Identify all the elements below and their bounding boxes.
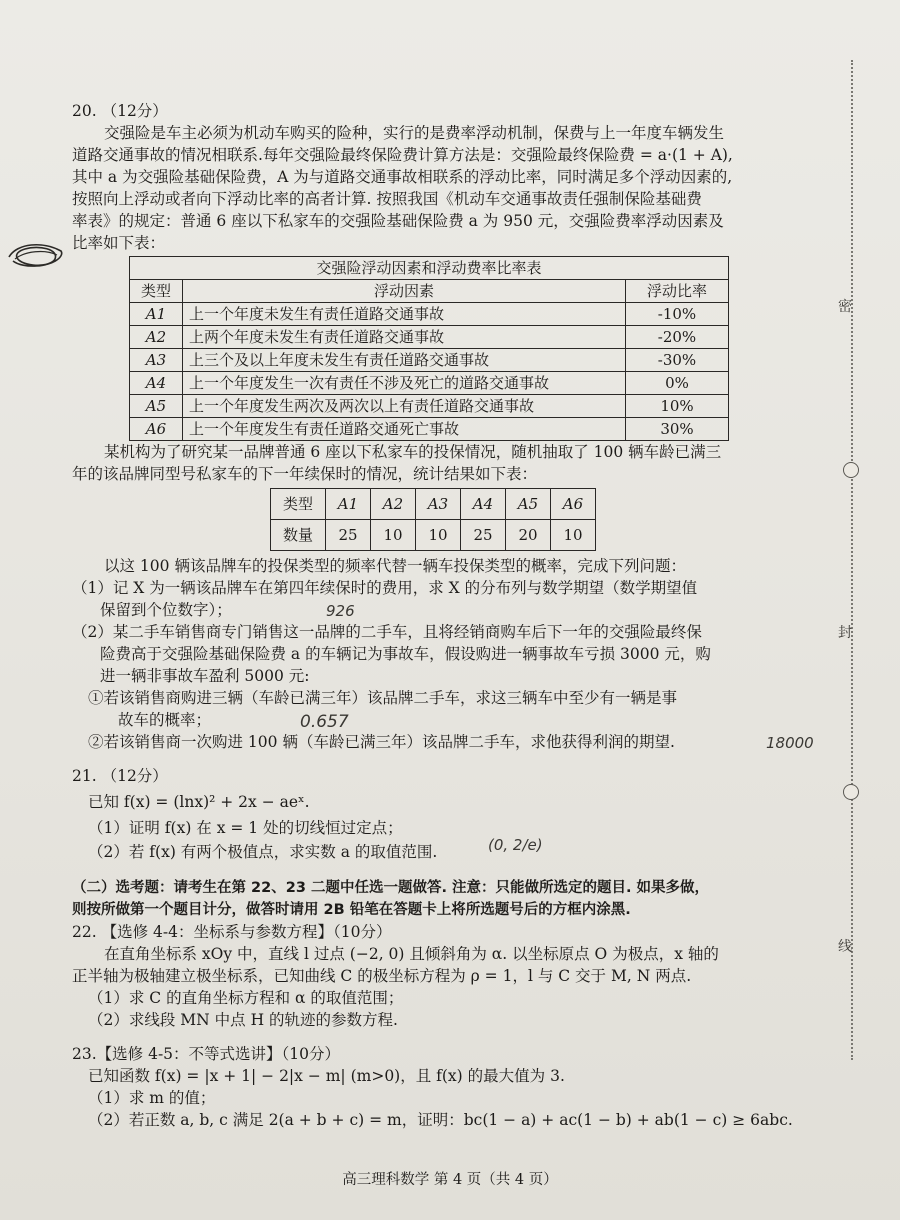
table-row: [271, 489, 596, 520]
q20-paragraph: 道路交通事故的情况相联系.每年交强险最终保险费计算方法是：交强险最终保险费 = a·(1 + A),: [72, 146, 733, 164]
q20-paragraph: 某机构为了研究某一品牌普通 6 座以下私家车的投保情况，随机抽取了 100 辆车龄已满三: [104, 443, 722, 461]
table-row: [130, 418, 729, 441]
q20-paragraph: 比率如下表：: [72, 234, 166, 252]
count-table: [270, 488, 596, 551]
binding-dotted-line: [851, 60, 853, 1060]
table-cell: 上两个年度未发生有责任道路交通事故: [183, 326, 626, 349]
table-cell: A4: [130, 372, 183, 395]
pen-scribble-icon: [3, 235, 69, 275]
q20-paragraph: 以这 100 辆该品牌车的投保类型的频率代替一辆车投保类型的概率，完成下列问题：: [104, 557, 686, 575]
q20-subquestion: ①若该销售商购进三辆（车龄已满三年）该品牌二手车，求这三辆车中至少有一辆是事: [88, 689, 678, 707]
q23-subquestion: （2）若正数 a, b, c 满足 2(a + b + c) = m，证明：bc(1 − a) + ac(1 − b) + ab(1 − c) ≥ 6abc.: [88, 1111, 793, 1129]
table-cell: 上一个年度发生一次有责任不涉及死亡的道路交通事故: [183, 372, 626, 395]
table-cell: -20%: [626, 326, 729, 349]
table-cell: A3: [416, 489, 461, 520]
table-cell: A2: [130, 326, 183, 349]
table-row: [130, 395, 729, 418]
q20-header: 20. （12分）: [72, 102, 168, 120]
table-cell: 上一个年度未发生有责任道路交通事故: [183, 303, 626, 326]
table-cell: A3: [130, 349, 183, 372]
table-cell: 25: [326, 520, 371, 551]
page-footer: 高三理科数学 第 4 页（共 4 页）: [342, 1172, 558, 1188]
handwritten-note: 18000: [766, 734, 814, 752]
q23-given: 已知函数 f(x) = |x + 1| − 2|x − m| (m>0)，且 f(x) 的最大值为 3.: [88, 1067, 565, 1085]
table-row: [271, 520, 596, 551]
q22-subquestion: （1）求 C 的直角坐标方程和 α 的取值范围；: [88, 989, 404, 1007]
table-cell: 25: [461, 520, 506, 551]
table-cell: A1: [130, 303, 183, 326]
q20-paragraph: 按照向上浮动或者向下浮动比率的高者计算. 按照我国《机动车交通事故责任强制保险基础费: [72, 190, 702, 208]
table-cell: 10%: [626, 395, 729, 418]
q22-paragraph: 正半轴为极轴建立极坐标系，已知曲线 C 的极坐标方程为 ρ = 1，l 与 C 交于 M, N 两点.: [72, 967, 692, 985]
q20-subquestion: 故车的概率；: [118, 711, 212, 729]
table-header: 类型: [271, 489, 326, 520]
table-header: 类型: [130, 280, 183, 303]
table-row: [130, 326, 729, 349]
table-header: 数量: [271, 520, 326, 551]
table-cell: 20: [506, 520, 551, 551]
table-row: [130, 303, 729, 326]
q20-subquestion: （2）某二手车销售商专门销售这一品牌的二手车，且将经销商购车后下一年的交强险最终保: [72, 623, 702, 641]
table-cell: 0%: [626, 372, 729, 395]
table-cell: 10: [551, 520, 596, 551]
handwritten-note: 0.657: [300, 712, 349, 732]
table-header: 浮动因素: [183, 280, 626, 303]
q20-subquestion: （1）记 X 为一辆该品牌车在第四年续保时的费用，求 X 的分布列与数学期望（数学期望值: [72, 579, 698, 597]
q22-subquestion: （2）求线段 MN 中点 H 的轨迹的参数方程.: [88, 1011, 398, 1029]
table-cell: -30%: [626, 349, 729, 372]
q20-subquestion: ②若该销售商一次购进 100 辆（车龄已满三年）该品牌二手车，求他获得利润的期望.: [88, 733, 675, 751]
table-cell: 上一个年度发生两次及两次以上有责任道路交通事故: [183, 395, 626, 418]
handwritten-note: (0, 2/e): [488, 836, 543, 854]
seal-label: 线: [838, 939, 852, 955]
q23-header: 23.【选修 4-5：不等式选讲】（10分）: [72, 1045, 341, 1063]
q20-paragraph: 年的该品牌同型号私家车的下一年续保时的情况，统计结果如下表：: [72, 465, 538, 483]
table-cell: A6: [551, 489, 596, 520]
table-cell: A1: [326, 489, 371, 520]
seal-label: 封: [838, 625, 852, 641]
q22-header: 22. 【选修 4-4：坐标系与参数方程】（10分）: [72, 923, 392, 941]
q20-paragraph: 其中 a 为交强险基础保险费，A 为与道路交通事故相联系的浮动比率，同时满足多个浮动因素的,: [72, 168, 733, 186]
table-cell: 上三个及以上年度未发生有责任道路交通事故: [183, 349, 626, 372]
table-row: [130, 349, 729, 372]
q21-given: 已知 f(x) = (lnx)² + 2x − aeˣ.: [88, 793, 310, 811]
seal-label: 密: [838, 299, 852, 315]
table-cell: 上一个年度发生有责任道路交通死亡事故: [183, 418, 626, 441]
binding-hole-icon: [843, 784, 859, 800]
table-cell: A4: [461, 489, 506, 520]
table-cell: 10: [371, 520, 416, 551]
rate-table: [129, 256, 729, 441]
table-cell: 10: [416, 520, 461, 551]
q20-subquestion: 保留到个位数字）；: [100, 601, 232, 619]
q23-subquestion: （1）求 m 的值；: [88, 1089, 216, 1107]
binding-hole-icon: [843, 462, 859, 478]
table-cell: 30%: [626, 418, 729, 441]
q20-paragraph: 交强险是车主必须为机动车购买的险种，实行的是费率浮动机制，保费与上一年度车辆发生: [104, 124, 725, 142]
optional-notice: （二）选考题：请考生在第 22、23 二题中任选一题做答. 注意：只能做所选定的题目. 如果多做，: [72, 880, 710, 896]
q21-subquestion: （1）证明 f(x) 在 x = 1 处的切线恒过定点；: [88, 819, 403, 837]
q20-paragraph: 率表》的规定：普通 6 座以下私家车的交强险基础保险费 a 为 950 元，交强险费率浮动因素及: [72, 212, 724, 230]
table-cell: A5: [130, 395, 183, 418]
q21-header: 21. （12分）: [72, 767, 168, 785]
q21-subquestion: （2）若 f(x) 有两个极值点，求实数 a 的取值范围.: [88, 843, 438, 861]
table-header: 浮动比率: [626, 280, 729, 303]
handwritten-note: 926: [326, 602, 355, 620]
table-cell: A2: [371, 489, 416, 520]
table-cell: A6: [130, 418, 183, 441]
table-cell: A5: [506, 489, 551, 520]
table-cell: -10%: [626, 303, 729, 326]
q22-paragraph: 在直角坐标系 xOy 中，直线 l 过点 (−2, 0) 且倾斜角为 α. 以坐标原点 O 为极点，x 轴的: [104, 945, 719, 963]
question-content: [72, 100, 812, 1131]
table-row: [130, 372, 729, 395]
table-title: 交强险浮动因素和浮动费率比率表: [130, 257, 729, 280]
optional-notice: 则按所做第一个题目计分，做答时请用 2B 铅笔在答题卡上将所选题号后的方框内涂黑.: [72, 902, 631, 918]
q20-subquestion: 险费高于交强险基础保险费 a 的车辆记为事故车，假设购进一辆事故车亏损 3000 元，购: [100, 645, 711, 663]
q20-subquestion: 进一辆非事故车盈利 5000 元:: [100, 667, 310, 685]
